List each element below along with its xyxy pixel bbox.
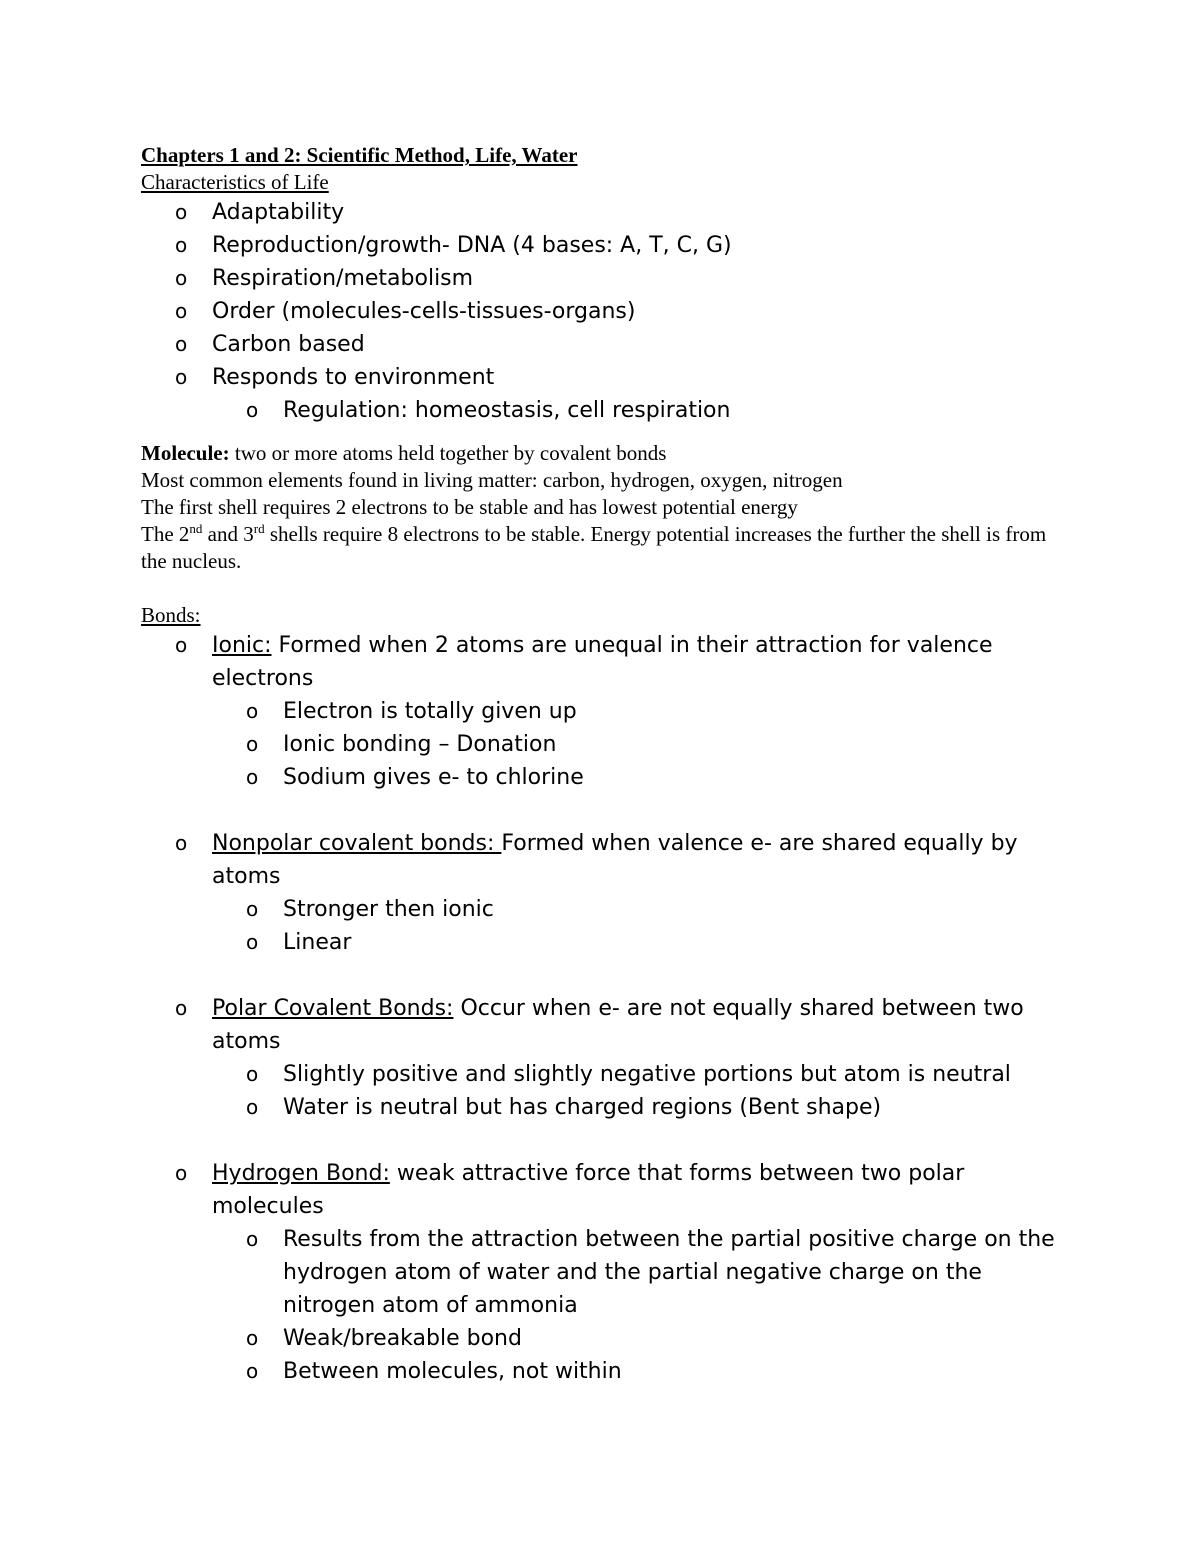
document-page [141,142,1061,1388]
bullet-icon: o [175,332,188,356]
list-subitem-text: Sodium gives e- to chlorine [283,765,584,790]
list-item [141,262,1061,295]
bond-term: Nonpolar covalent bonds: [212,831,502,856]
list-subitem-text: Linear [283,930,352,955]
shells-text-b: and 3 [202,522,254,546]
bullet-icon: o [246,765,259,789]
bullet-icon: o [246,930,259,954]
bullet-icon: o [246,732,259,756]
bonds-heading: Bonds: [141,603,201,627]
bullet-icon: o [175,633,188,657]
bullet-icon: o [175,365,188,389]
list-subitem [141,695,1061,728]
bullet-icon: o [175,1161,188,1185]
bullet-icon: o [246,1326,259,1350]
bullet-icon: o [246,1095,259,1119]
bond-desc: Formed when 2 atoms are unequal in their attraction for valence electrons [212,633,993,691]
life-heading: Characteristics of Life [141,170,329,194]
list-item [141,328,1061,361]
bullet-icon: o [175,299,188,323]
bullet-icon: o [175,233,188,257]
bullet-icon: o [246,897,259,921]
bullet-icon: o [175,200,188,224]
list-subitem [141,1223,1061,1322]
common-elements-line: Most common elements found in living matter: carbon, hydrogen, oxygen, nitrogen [141,468,843,492]
list-item-text: Reproduction/growth- DNA (4 bases: A, T, C, G) [212,233,732,258]
bullet-icon: o [175,996,188,1020]
list-subitem [141,394,1061,427]
bullet-icon: o [246,398,259,422]
list-subitem [141,728,1061,761]
list-subitem-text: Between molecules, not within [283,1359,622,1384]
bond-term: Ionic: [212,633,272,658]
list-subitem [141,1322,1061,1355]
page-title: Chapters 1 and 2: Scientific Method, Life, Water [141,143,578,167]
bullet-icon: o [246,1359,259,1383]
list-item [141,295,1061,328]
list-item-text: Respiration/metabolism [212,266,474,291]
bond-item-ionic [141,629,1061,695]
list-subitem-text: Ionic bonding – Donation [283,732,557,757]
list-item-text: Responds to environment [212,365,495,390]
list-item-text: Adaptability [212,200,345,225]
list-subitem-text: Regulation: homeostasis, cell respiration [283,398,731,423]
list-item [141,229,1061,262]
bond-item-polar [141,992,1061,1058]
list-subitem-text: Water is neutral but has charged regions (Bent shape) [283,1095,882,1120]
list-subitem [141,1058,1061,1091]
list-subitem-text: Electron is totally given up [283,699,577,724]
bond-term: Hydrogen Bond: [212,1161,390,1186]
shells-text-c: shells require 8 electrons to be stable. Energy potential increases the further the shell is from the nucleus. [141,522,1047,573]
bond-term: Polar Covalent Bonds: [212,996,454,1021]
bullet-icon: o [246,1062,259,1086]
molecule-definition [141,440,1061,467]
bullet-icon: o [175,831,188,855]
list-subitem [141,1355,1061,1388]
bond-desc: Occur when e- are not equally shared between two atoms [212,996,1024,1054]
list-subitem-text: Results from the attraction between the partial positive charge on the hydrogen atom of water and the partial negative charge on the nitrogen atom of ammonia [283,1227,1055,1318]
molecule-def: two or more atoms held together by covalent bonds [229,441,667,465]
list-subitem [141,1091,1061,1124]
molecule-term: Molecule: [141,441,230,465]
list-subitem-text: Stronger then ionic [283,897,494,922]
bond-desc: weak attractive force that forms between two polar molecules [212,1161,965,1219]
list-item-text: Order (molecules-cells-tissues-organs) [212,299,636,324]
bond-desc: Formed when valence e- are shared equally by atoms [212,831,1018,889]
bond-item-nonpolar [141,827,1061,893]
list-subitem [141,893,1061,926]
list-item [141,196,1061,229]
shells-line [141,521,1061,575]
list-item [141,361,1061,394]
first-shell-line: The first shell requires 2 electrons to be stable and has lowest potential energy [141,495,798,519]
bond-item-hydrogen [141,1157,1061,1223]
superscript: nd [189,521,203,536]
shells-text-a: The 2 [141,522,190,546]
list-item-text: Carbon based [212,332,365,357]
list-subitem-text: Slightly positive and slightly negative portions but atom is neutral [283,1062,1011,1087]
superscript: rd [253,521,265,536]
bullet-icon: o [246,699,259,723]
list-subitem [141,926,1061,959]
list-subitem-text: Weak/breakable bond [283,1326,522,1351]
bullet-icon: o [246,1227,259,1251]
list-subitem [141,761,1061,794]
bullet-icon: o [175,266,188,290]
